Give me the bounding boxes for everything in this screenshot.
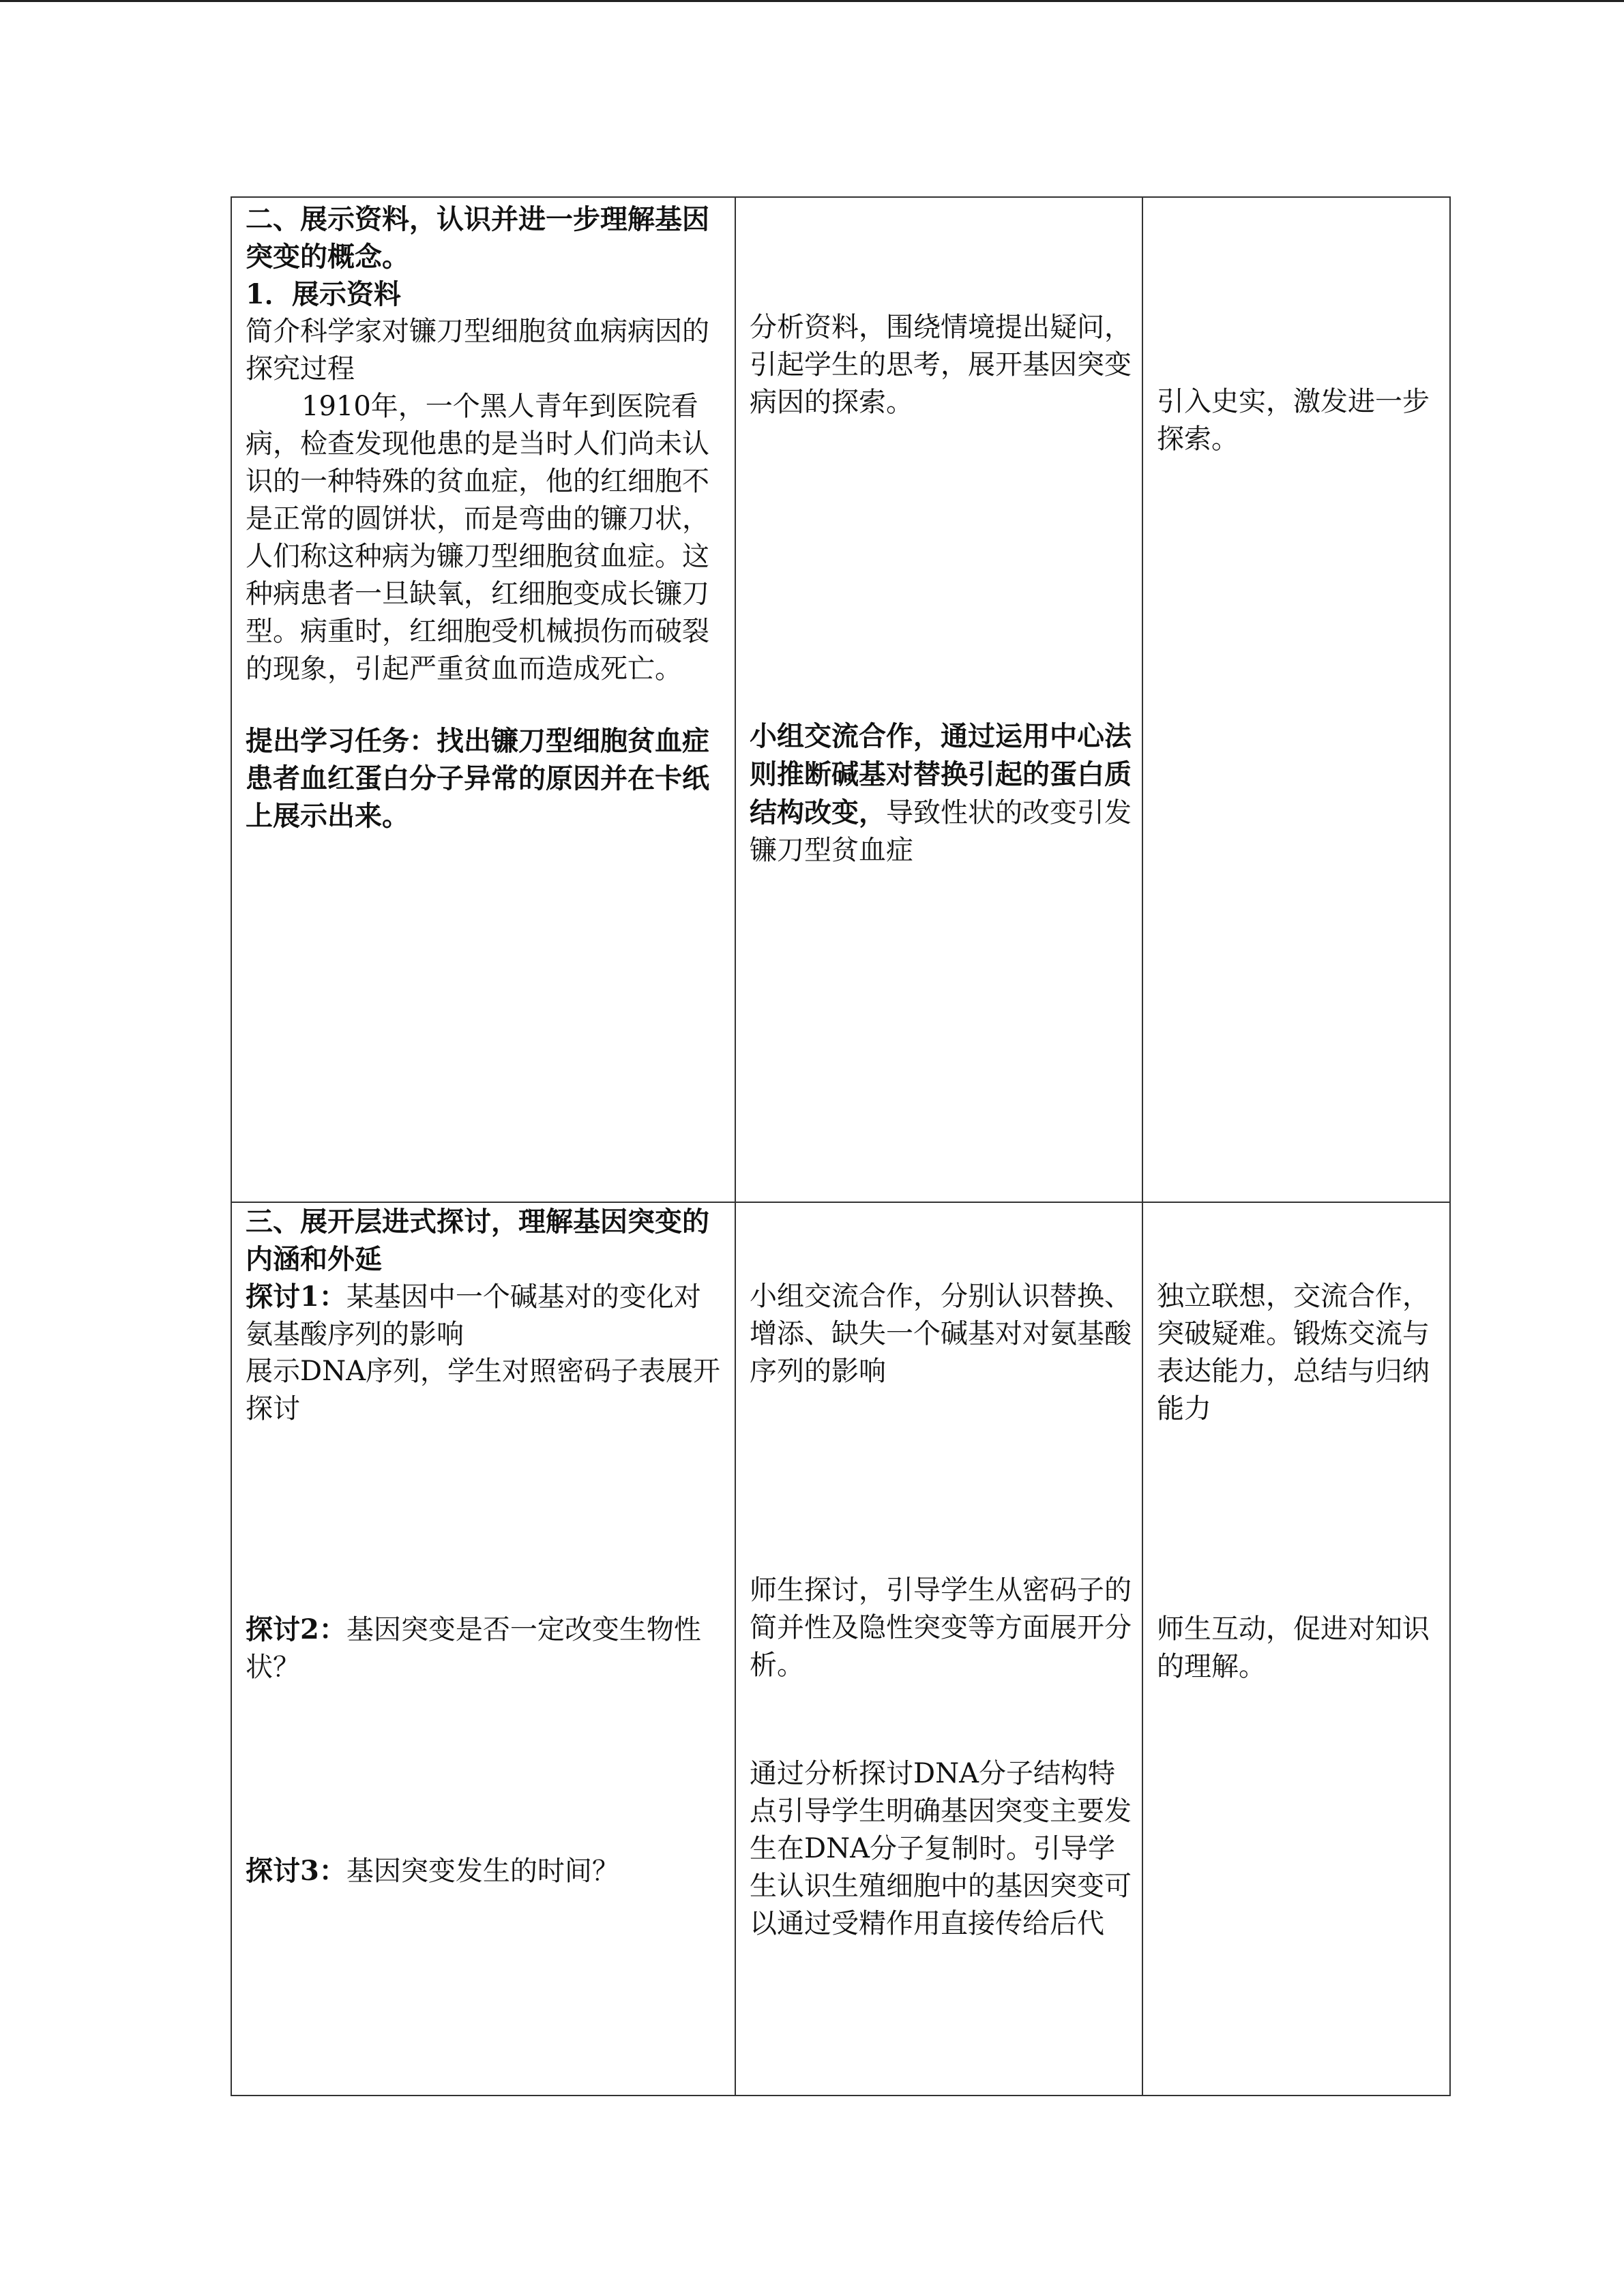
page-top-border bbox=[0, 0, 1624, 2]
material-intro: 简介科学家对镰刀型细胞贫血病病因的探究过程 bbox=[246, 316, 709, 385]
section-heading: 二、展示资料，认识并进一步理解基因突变的概念。 bbox=[246, 203, 709, 273]
learning-task: 提出学习任务：找出镰刀型细胞贫血症患者血红蛋白分子异常的原因并在卡纸上展示出来。 bbox=[246, 725, 709, 832]
student-activity-text: 师生探讨，引导学生从密码子的简并性及隐性突变等方面展开分析。 bbox=[750, 1575, 1132, 1681]
discussion-2 bbox=[246, 1611, 725, 1686]
discussion-text: 某基因中一个碱基对的变化对氨基酸序列的影响 bbox=[246, 1281, 701, 1350]
design-intent-cell bbox=[1142, 1202, 1450, 2096]
student-activity-text: 分析资料，围绕情境提出疑问，引起学生的思考，展开基因突变病因的探索。 bbox=[750, 312, 1132, 418]
table-row bbox=[231, 197, 1450, 1202]
discussion-text: 基因突变是否一定改变生物性状？ bbox=[246, 1614, 701, 1683]
design-intent-text: 引入史实，激发进一步探索。 bbox=[1157, 386, 1430, 455]
discussion-1 bbox=[246, 1278, 725, 1354]
teacher-activity-cell bbox=[231, 197, 735, 1202]
design-intent-text: 师生互动，促进对知识的理解。 bbox=[1157, 1613, 1430, 1682]
discussion-1-note: 展示DNA序列，学生对照密码子表展开探讨 bbox=[246, 1356, 720, 1425]
discussion-text: 基因突变发生的时间？ bbox=[346, 1855, 619, 1887]
discussion-3 bbox=[246, 1852, 725, 1890]
student-activity-cell bbox=[735, 1202, 1142, 2096]
student-activity-text: 通过分析探讨DNA分子结构特点引导学生明确基因突变主要发生在DNA分子复制时。引导学生认识生殖细胞中的基因突变可以通过受精作用直接传给后代 bbox=[750, 1758, 1132, 1939]
student-activity-rest: 导致性状的改变引发镰刀型贫血症 bbox=[750, 797, 1132, 866]
discussion-label: 探讨1： bbox=[246, 1281, 346, 1313]
teacher-activity-cell bbox=[231, 1202, 735, 2096]
lesson-plan-table bbox=[231, 196, 1451, 2096]
design-intent-cell bbox=[1142, 197, 1450, 1202]
table-row bbox=[231, 1202, 1450, 2096]
material-story: 1910年，一个黑人青年到医院看病，检查发现他患的是当时人们尚未认识的一种特殊的贫血症，他的红细胞不是正常的圆饼状，而是弯曲的镰刀状，人们称这种病为镰刀型细胞贫血症。这种病患者一旦缺氧，红细胞变成长镰刀型。病重时，红细胞受机械损伤而破裂的现象，引起严重贫血而造成死亡。 bbox=[246, 391, 709, 685]
section-heading: 三、展开层进式探讨，理解基因突变的内涵和外延 bbox=[246, 1206, 709, 1275]
student-activity-text bbox=[750, 717, 1132, 869]
discussion-label: 探讨3： bbox=[246, 1855, 346, 1887]
design-intent-text: 独立联想，交流合作，突破疑难。锻炼交流与表达能力，总结与归纳能力 bbox=[1157, 1281, 1430, 1425]
student-activity-bold: 小组交流合作，通过运用中心法则推断碱基对替换引起的蛋白质结构改变， bbox=[750, 720, 1132, 829]
subsection-heading: 1．展示资料 bbox=[246, 278, 401, 310]
student-activity-text: 小组交流合作，分别认识替换、增添、缺失一个碱基对对氨基酸序列的影响 bbox=[750, 1281, 1132, 1387]
student-activity-cell bbox=[735, 197, 1142, 1202]
discussion-label: 探讨2： bbox=[246, 1613, 346, 1645]
